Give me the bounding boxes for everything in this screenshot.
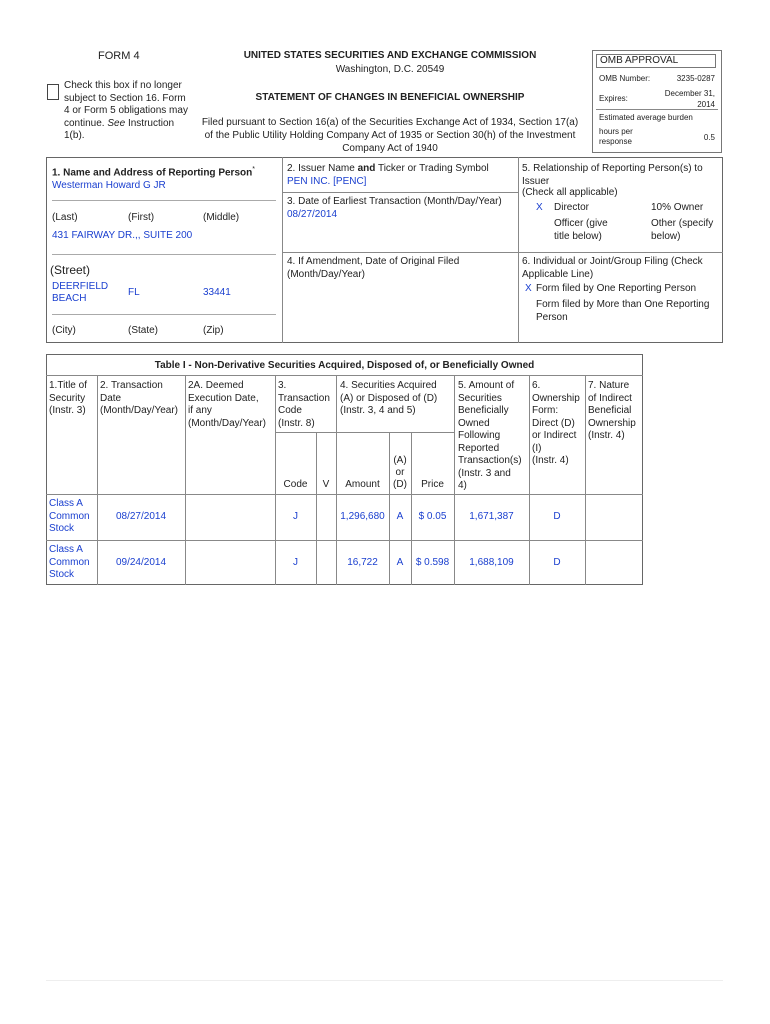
other-label: Other (specify below) <box>651 218 714 242</box>
street-label: (Street) <box>50 263 91 277</box>
omb-title: OMB APPROVAL <box>596 54 716 68</box>
row-date: 08/27/2014 <box>115 511 167 522</box>
row-title: Class A Common Stock <box>49 498 90 534</box>
checkbox-text: Check this box if no longer subject to Section 16. Form 4 or Form 5 obligations may continue. <box>64 80 188 129</box>
row-a-or-d: A <box>396 557 404 568</box>
director-mark[interactable]: X <box>536 202 543 213</box>
earliest-transaction-date: 08/27/2014 <box>287 209 338 220</box>
zip-label: (Zip) <box>203 325 224 336</box>
state-value: FL <box>128 287 140 298</box>
row-price: $ 0.05 <box>418 511 447 522</box>
one-person-label: Form filed by One Reporting Person <box>536 283 697 294</box>
expires-value: December 31, 2014 <box>664 89 715 109</box>
col-ownership-form: 6. Ownership Form: Direct (D) or Indirect (I) (Instr. 4) <box>532 380 580 466</box>
box4-title: 4. If Amendment, Date of Original Filed (Month/Day/Year) <box>287 256 460 280</box>
row-amount: 1,296,680 <box>340 511 385 522</box>
issuer-name-ticker: PEN INC. [PENC] <box>287 176 367 187</box>
sub-amount: Amount <box>345 479 380 490</box>
filed-pursuant-text: Filed pursuant to Section 16(a) of the Securities Exchange Act of 1934, Section 17(a) of the Public Utility Holding Company Act of 1935 or Section 30(h) of the Investment Company Act of 1940 <box>201 117 579 154</box>
row-title: Class A Common Stock <box>49 544 90 580</box>
expires-label: Expires: <box>599 94 628 103</box>
box3-title: 3. Date of Earliest Transaction (Month/Day/Year) <box>287 196 502 207</box>
zip-value: 33441 <box>203 287 231 298</box>
middle-label: (Middle) <box>203 212 240 223</box>
last-label: (Last) <box>52 212 78 223</box>
box1-title: 1. Name and Address of Reporting Person* <box>52 166 255 179</box>
officer-label: Officer (give title below) <box>554 218 608 242</box>
row-price: $ 0.598 <box>415 557 450 568</box>
table-1-title: Table I - Non-Derivative Securities Acquired, Disposed of, or Beneficially Owned <box>154 360 535 371</box>
row-form: D <box>553 511 561 522</box>
city-value: DEERFIELD BEACH <box>52 281 109 304</box>
check-all-applicable: (Check all applicable) <box>522 187 618 198</box>
col-nature-of-ownership: 7. Nature of Indirect Beneficial Ownership (Instr. 4) <box>588 380 636 441</box>
box6-title: 6. Individual or Joint/Group Filing (Check Applicable Line) <box>522 256 703 280</box>
omb-approval-box <box>592 50 722 153</box>
omb-number-label: OMB Number: <box>599 74 651 83</box>
first-label: (First) <box>128 212 155 223</box>
omb-number-value: 3235-0287 <box>676 74 715 83</box>
form-label: FORM 4 <box>98 50 140 62</box>
see-text: See <box>107 117 126 129</box>
box2-title: 2. Issuer Name and Ticker or Trading Symbol <box>287 163 489 174</box>
city-label: (City) <box>52 325 76 336</box>
row-form: D <box>553 557 561 568</box>
hours-label: hours per response <box>599 127 633 146</box>
street-address: 431 FAIRWAY DR.,, SUITE 200 <box>52 230 193 241</box>
reporting-person-name: Westerman Howard G JR <box>52 180 166 191</box>
col-deemed-execution-date: 2A. Deemed Execution Date, if any (Month/Day/Year) <box>188 380 266 429</box>
instruction-text: Instruction 1(b). <box>64 117 175 141</box>
checkbox-instructions <box>64 80 194 143</box>
sub-a-or-d: (A) or (D) <box>393 455 407 490</box>
col-amount-owned: 5. Amount of Securities Beneficially Owned Following Reported Transaction(s) (Instr. 3 and 4) <box>458 380 522 491</box>
statement-title: STATEMENT OF CHANGES IN BENEFICIAL OWNERSHIP <box>255 92 525 103</box>
sub-v: V <box>322 479 330 490</box>
col-securities-acquired: 4. Securities Acquired (A) or Disposed of (D) (Instr. 3, 4 and 5) <box>340 380 438 416</box>
burden-label: Estimated average burden <box>599 113 693 122</box>
sub-code: Code <box>283 479 308 490</box>
footer-rule <box>46 980 723 981</box>
row-code: J <box>293 511 298 522</box>
agency-name: UNITED STATES SECURITIES AND EXCHANGE COMMISSION <box>243 50 537 61</box>
col-transaction-code: 3. Transaction Code (Instr. 8) <box>278 380 330 429</box>
row-code: J <box>293 557 298 568</box>
one-person-mark[interactable]: X <box>525 283 532 294</box>
sub-price: Price <box>421 479 444 490</box>
state-label: (State) <box>128 325 159 336</box>
ten-percent-owner-label: 10% Owner <box>651 202 704 213</box>
row-a-or-d: A <box>396 511 404 522</box>
row-amount: 16,722 <box>347 557 378 568</box>
box5-title: 5. Relationship of Reporting Person(s) to Issuer <box>522 163 703 187</box>
row-date: 09/24/2014 <box>115 557 167 568</box>
col-transaction-date: 2. Transaction Date (Month/Day/Year) <box>100 380 178 416</box>
col-title-of-security: 1.Title of Security (Instr. 3) <box>49 380 87 416</box>
row-owned: 1,688,109 <box>469 557 514 568</box>
row-owned: 1,671,387 <box>469 511 514 522</box>
more-persons-label: Form filed by More than One Reporting Person <box>536 299 710 323</box>
agency-location: Washington, D.C. 20549 <box>335 64 445 75</box>
no-longer-subject-checkbox[interactable] <box>47 84 59 100</box>
hours-value: 0.5 <box>703 133 715 142</box>
director-label: Director <box>554 202 590 213</box>
